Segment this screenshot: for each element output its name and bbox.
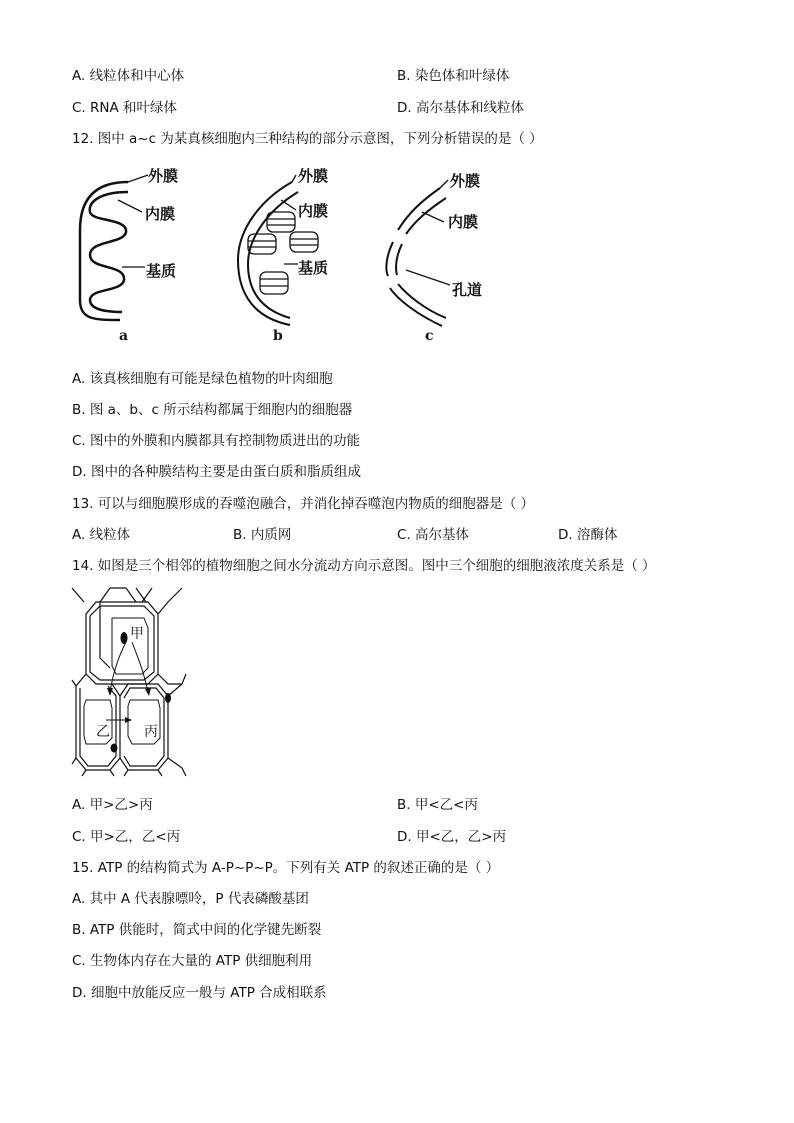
- figure-b-outer-label: 外膜: [298, 167, 329, 185]
- q12-option-c: C. 图中的外膜和内膜都具有控制物质进出的功能: [72, 433, 361, 449]
- q14-option-c: C. 甲>乙，乙<丙: [72, 829, 181, 845]
- figure-b-caption: b: [273, 328, 283, 344]
- cell-bing-label: 丙: [144, 724, 158, 740]
- figure-a-matrix-label: 基质: [146, 262, 177, 280]
- q11-option-b: B. 染色体和叶绿体: [397, 68, 510, 84]
- figure-b-matrix-label: 基质: [298, 259, 329, 277]
- q12-organelle-figure: [60, 160, 520, 350]
- q12-option-d: D. 图中的各种膜结构主要是由蛋白质和脂质组成: [72, 464, 361, 480]
- q15-option-a: A. 其中 A 代表腺嘌呤，P 代表磷酸基团: [72, 891, 309, 907]
- q14-option-b: B. 甲<乙<丙: [397, 797, 478, 813]
- q15-option-b: B. ATP 供能时，简式中间的化学键先断裂: [72, 922, 322, 938]
- figure-a-outer-label: 外膜: [148, 167, 179, 185]
- q14-cell-figure: [72, 588, 190, 776]
- figure-b-inner-label: 内膜: [298, 202, 329, 220]
- q13-option-c: C. 高尔基体: [397, 527, 470, 543]
- q12-option-b: B. 图 a、b、c 所示结构都属于细胞内的细胞器: [72, 402, 353, 418]
- q15-stem: 15. ATP 的结构简式为 A-P~P~P。下列有关 ATP 的叙述正确的是（ ）: [72, 860, 500, 876]
- figure-c-outer-label: 外膜: [450, 172, 481, 190]
- q12-option-a: A. 该真核细胞有可能是绿色植物的叶肉细胞: [72, 371, 333, 387]
- q12-stem: 12. 图中 a~c 为某真核细胞内三种结构的部分示意图，下列分析错误的是（ ）: [72, 131, 543, 147]
- q14-option-d: D. 甲<乙，乙>丙: [397, 829, 507, 845]
- q14-stem: 14. 如图是三个相邻的植物细胞之间水分流动方向示意图。图中三个细胞的细胞液浓度关系是（ ）: [72, 558, 656, 574]
- q11-option-c: C. RNA 和叶绿体: [72, 100, 178, 116]
- figure-c-caption: c: [425, 328, 434, 344]
- q15-option-c: C. 生物体内存在大量的 ATP 供细胞利用: [72, 953, 313, 969]
- q13-option-d: D. 溶酶体: [558, 527, 618, 543]
- q14-option-a: A. 甲>乙>丙: [72, 797, 153, 813]
- cell-jia-label: 甲: [130, 626, 144, 642]
- cell-yi-label: 乙: [96, 724, 110, 740]
- figure-c-pore-label: 孔道: [452, 281, 483, 299]
- figure-a-mitochondrion: [80, 175, 148, 320]
- q13-option-b: B. 内质网: [233, 527, 292, 543]
- q13-option-a: A. 线粒体: [72, 527, 131, 543]
- figure-a-inner-label: 内膜: [145, 205, 176, 223]
- figure-c-inner-label: 内膜: [448, 213, 479, 231]
- q13-stem: 13. 可以与细胞膜形成的吞噬泡融合，并消化掉吞噬泡内物质的细胞器是（ ）: [72, 496, 535, 512]
- figure-b-chloroplast: [238, 175, 318, 325]
- cell-walls: [72, 588, 186, 776]
- q11-option-d: D. 高尔基体和线粒体: [397, 100, 524, 116]
- figure-c-nuclear-envelope: [386, 180, 450, 326]
- figure-a-caption: a: [119, 328, 129, 344]
- q15-option-d: D. 细胞中放能反应一般与 ATP 合成相联系: [72, 985, 327, 1001]
- q11-option-a: A. 线粒体和中心体: [72, 68, 185, 84]
